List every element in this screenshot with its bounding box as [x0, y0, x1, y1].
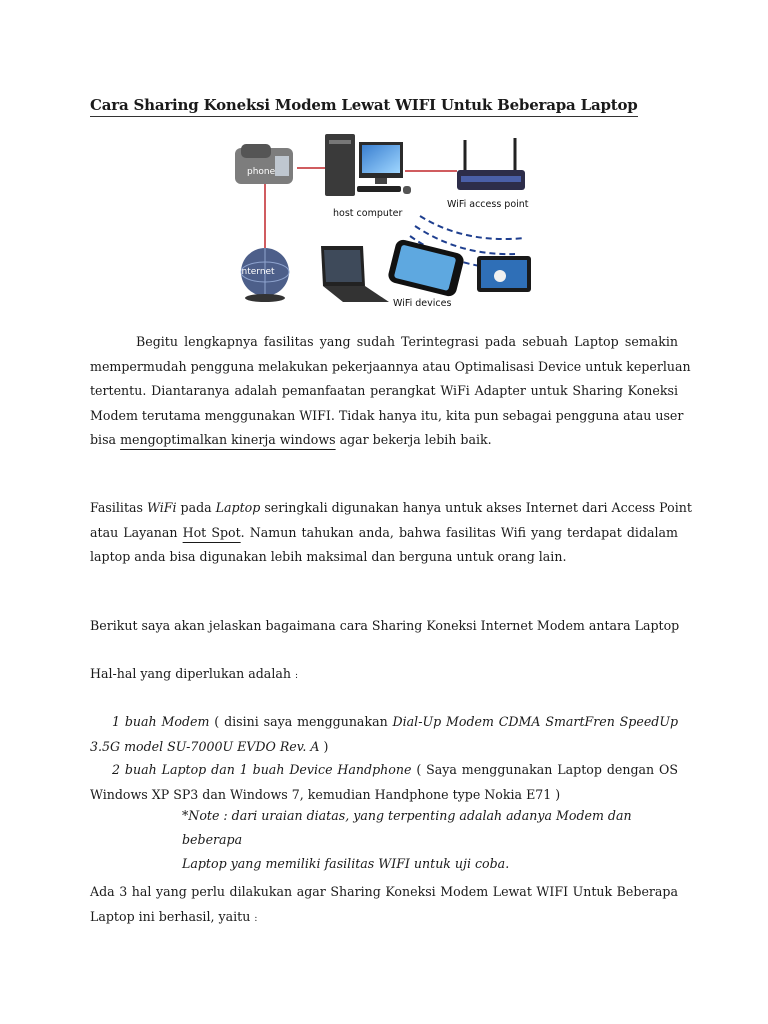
text-line: mempermudah pengguna melakukan pekerjaannya atau Optimalisasi Device untuk keperluan	[90, 358, 691, 374]
paragraph-explain	[90, 614, 678, 639]
internet-label: internet	[239, 267, 275, 277]
note-line: *Note : dari uraian diatas, yang terpenting adalah adanya Modem dan beberapa	[182, 808, 632, 847]
access-point-label: WiFi access point	[447, 199, 529, 210]
text-line: Laptop ini berhasil, yaitu :	[90, 908, 258, 924]
text-line: Begitu lengkapnya fasilitas yang sudah Terintegrasi pada sebuah Laptop semakin	[136, 334, 678, 349]
text-line: Ada 3 hal yang perlu dilakukan agar Sharing Koneksi Modem Lewat WIFI Untuk Beberapa	[90, 884, 678, 899]
text-line: 1 buah Modem ( disini saya menggunakan Dial-Up Modem CDMA SmartFren SpeedUp	[112, 714, 679, 729]
optimize-windows-link[interactable]: mengoptimalkan kinerja windows	[120, 432, 336, 447]
requirement-item	[90, 758, 678, 807]
paragraph-wifi	[90, 496, 692, 570]
laptop-icon	[321, 246, 389, 302]
network-diagram	[225, 126, 555, 316]
paragraph-steps	[90, 880, 678, 931]
text-line: bisa mengoptimalkan kinerja windows agar bekerja lebih baik.	[90, 432, 492, 447]
text-line: Hal-hal yang diperlukan adalah :	[90, 666, 299, 681]
text-line: atau Layanan Hot Spot. Namun tahukan anda, bahwa fasilitas Wifi yang terdapat didalam	[90, 524, 678, 540]
paragraph-requirements	[90, 662, 678, 689]
smartphone-icon	[387, 238, 466, 298]
document-title: Cara Sharing Koneksi Modem Lewat WIFI Untuk Beberapa Laptop	[90, 96, 638, 117]
tablet-icon	[477, 256, 531, 292]
paragraph-intro	[90, 330, 691, 453]
requirement-item	[90, 710, 678, 759]
host-computer-icon	[325, 134, 411, 196]
note	[182, 804, 682, 876]
text-line: Windows XP SP3 dan Windows 7, kemudian Handphone type Nokia E71 )	[90, 786, 561, 802]
phone-icon	[235, 144, 293, 184]
text-line: laptop anda bisa digunakan lebih maksimal dan berguna untuk orang lain.	[90, 549, 567, 564]
text-line: Modem terutama menggunakan WIFI. Tidak hanya itu, kita pun sebagai pengguna atau user	[90, 407, 684, 423]
note-line: Laptop yang memiliki fasilitas WIFI untuk uji coba.	[182, 856, 510, 871]
wifi-devices-label: WiFi devices	[393, 298, 452, 309]
text-line: Fasilitas WiFi pada Laptop seringkali digunakan hanya untuk akses Internet dari Access Point	[90, 500, 692, 515]
text-line: Berikut saya akan jelaskan bagaimana cara Sharing Koneksi Internet Modem antara Laptop	[90, 618, 680, 633]
text-line: tertentu. Diantaranya adalah pemanfaatan perangkat WiFi Adapter untuk Sharing Koneksi	[90, 383, 678, 398]
phone-label: phone	[247, 167, 276, 177]
text-line: 2 buah Laptop dan 1 buah Device Handphone ( Saya menggunakan Laptop dengan OS	[112, 762, 678, 777]
host-computer-label: host computer	[333, 208, 403, 219]
text-line: 3.5G model SU-7000U EVDO Rev. A )	[90, 738, 329, 754]
access-point-icon	[457, 138, 525, 190]
hotspot-link[interactable]: Hot Spot	[182, 524, 241, 540]
